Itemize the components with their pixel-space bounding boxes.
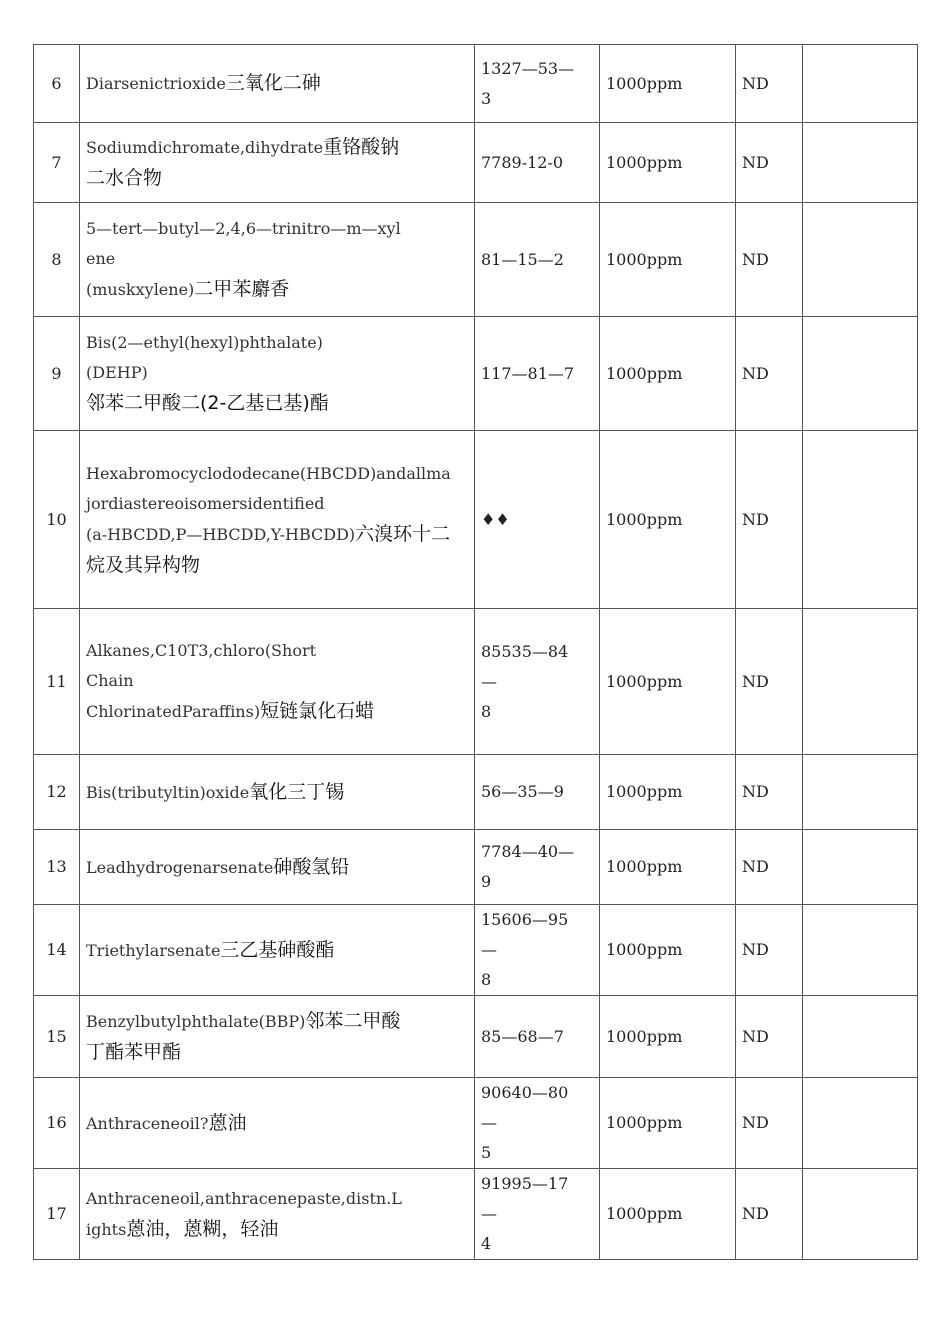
substance-name-line [86,274,468,305]
cas-number-line: 8 [481,701,492,721]
substance-name-zh: 三氧化二砷 [225,72,321,94]
substance-name-line [86,388,468,419]
row-number: 16 [34,1078,80,1169]
table-row [34,755,918,830]
cas-number-cell [475,755,600,830]
cas-number-cell [475,1078,600,1169]
substance-name-en: 5—tert—butyl—2,4,6—trinitro—m—xyl [86,219,401,238]
substance-name-zh: 砷酸氢铅 [273,855,350,878]
substance-name-cell [80,317,475,431]
substance-name-en: Bis(2—ethyl(hexyl)phthalate) [86,333,323,352]
substance-name-zh: 二甲苯麝香 [194,278,290,300]
cas-number-cell [475,45,600,123]
row-number: 14 [34,905,80,996]
empty-cell [803,755,918,830]
row-number: 15 [34,996,80,1078]
substance-name-cell [80,203,475,317]
limit-cell: 1000ppm [600,45,736,123]
substance-name-zh: 氧化三丁锡 [249,780,345,803]
substance-name-zh: 六溴环十二 [355,522,451,545]
cas-number-cell [475,317,600,431]
result-cell: ND [736,1169,803,1260]
result-cell: ND [736,905,803,996]
table-row [34,996,918,1078]
substance-name-line [86,550,468,581]
substance-name-zh: 三乙基砷酸酯 [220,938,335,961]
substance-name-line [86,68,468,99]
substance-name-cell [80,609,475,755]
row-number: 9 [34,317,80,431]
substance-name-line [86,636,468,666]
cas-number-line: — [481,940,497,959]
limit-cell: 1000ppm [600,609,736,755]
empty-cell [803,203,918,317]
substance-name-en: (muskxylene) [86,280,195,299]
empty-cell [803,609,918,755]
substance-name-en: (a-HBCDD,P—HBCDD,Y-HBCDD) [86,524,356,544]
substance-name-cell [80,1169,475,1260]
substance-name-zh: 二水合物 [86,166,163,189]
substance-name-en: Alkanes,C10T3,chloro(Short [86,641,317,660]
limit-cell: 1000ppm [600,905,736,996]
substance-name-en: Leadhydrogenarsenate [86,857,274,877]
substance-name-zh: 蒽油，蒽糊，轻油 [126,1217,279,1240]
limit-cell: 1000ppm [600,996,736,1078]
limit-cell: 1000ppm [600,431,736,609]
cas-number-cell [475,905,600,996]
substance-name-zh: 短链氯化石蜡 [260,700,375,722]
substance-name-cell [80,45,475,123]
cas-number-line: 85—68—7 [481,1026,564,1046]
substance-name-en: ights [86,1219,127,1239]
cas-number-line: 5 [481,1143,492,1162]
table-row [34,203,918,317]
table-row [34,905,918,996]
empty-cell [803,1078,918,1169]
result-cell: ND [736,203,803,317]
table-row [34,123,918,203]
result-cell: ND [736,830,803,905]
substance-name-en: Triethylarsenate [86,940,221,960]
empty-cell [803,1169,918,1260]
cas-number-cell [475,830,600,905]
substance-name-cell [80,830,475,905]
cas-number-line: — [481,671,497,691]
substance-name-en: Anthraceneoil? [86,1113,209,1133]
substance-name-cell [80,905,475,996]
cas-number-cell [475,996,600,1078]
result-cell: ND [736,45,803,123]
cas-number-cell [475,609,600,755]
result-cell: ND [736,317,803,431]
cas-number-line: 7784—40— [481,842,575,861]
empty-cell [803,431,918,609]
result-cell: ND [736,1078,803,1169]
empty-cell [803,905,918,996]
table-row [34,1169,918,1260]
limit-cell: 1000ppm [600,755,736,830]
substance-name-en: Bis(tributyltin)oxide [86,782,250,802]
row-number: 13 [34,830,80,905]
cas-number-line: 85535—84 [481,641,569,661]
limit-cell: 1000ppm [600,203,736,317]
cas-number-line: ♦♦ [481,509,510,529]
table-row [34,317,918,431]
substance-name-line [86,935,468,966]
substance-name-zh: 邻苯二甲酸 [305,1009,401,1032]
cas-number-cell [475,431,600,609]
cas-number-line: 15606—95 [481,910,569,929]
row-number: 7 [34,123,80,203]
substance-name-en: ene [86,249,116,268]
row-number: 8 [34,203,80,317]
table-row [34,830,918,905]
substance-name-cell [80,1078,475,1169]
row-number: 11 [34,609,80,755]
substance-name-en: Benzylbutylphthalate(BBP) [86,1011,306,1031]
table-row [34,609,918,755]
cas-number-cell [475,123,600,203]
substance-table-body [34,45,918,1260]
substance-name-line [86,1006,468,1037]
substance-name-en: Sodiumdichromate,dihydrate [86,137,324,157]
cas-number-line: 8 [481,970,492,989]
cas-number-line: 90640—80 [481,1083,569,1102]
limit-cell: 1000ppm [600,123,736,203]
substance-name-line [86,358,468,388]
substance-name-line [86,489,468,519]
substance-name-cell [80,431,475,609]
limit-cell: 1000ppm [600,830,736,905]
substance-name-zh: 邻苯二甲酸二(2-乙基已基)酯 [86,392,329,414]
substance-name-line [86,163,468,194]
cas-number-line: — [481,1204,497,1223]
table-row [34,45,918,123]
limit-cell: 1000ppm [600,317,736,431]
result-cell: ND [736,609,803,755]
result-cell: ND [736,431,803,609]
substance-name-line [86,459,468,489]
substance-name-en: (DEHP) [86,363,148,382]
empty-cell [803,996,918,1078]
empty-cell [803,830,918,905]
substance-name-line [86,1037,468,1068]
cas-number-line: 7789-12-0 [481,152,564,172]
result-cell: ND [736,996,803,1078]
substance-name-line [86,696,468,727]
substance-name-en: jordiastereoisomersidentified [86,493,325,513]
cas-number-line: 56—35—9 [481,782,564,801]
cas-number-line: 4 [481,1234,492,1253]
cas-number-line: 91995—17 [481,1174,569,1193]
substance-name-zh: 烷及其异构物 [86,553,201,576]
row-number: 10 [34,431,80,609]
result-cell: ND [736,755,803,830]
empty-cell [803,317,918,431]
substance-name-line [86,132,468,163]
empty-cell [803,123,918,203]
cas-number-cell [475,203,600,317]
cas-number-line: 1327—53— [481,58,575,78]
substance-name-line [86,214,468,244]
row-number: 6 [34,45,80,123]
substance-name-line [86,244,468,274]
row-number: 12 [34,755,80,830]
substance-name-zh: 重铬酸钠 [323,135,400,158]
substance-name-en: Chain [86,671,134,690]
cas-number-line: 9 [481,872,492,891]
substance-name-line [86,1184,468,1214]
cas-number-line: 117—81—7 [481,363,575,383]
cas-number-line: 3 [481,88,492,108]
substance-name-zh: 丁酯苯甲酯 [86,1040,182,1063]
table-row [34,1078,918,1169]
empty-cell [803,45,918,123]
substance-name-line [86,666,468,696]
substance-name-line [86,328,468,358]
limit-cell: 1000ppm [600,1169,736,1260]
substance-name-en: Diarsenictrioxide [86,74,226,93]
cas-number-line: — [481,1113,497,1132]
substance-name-line [86,852,468,883]
cas-number-cell [475,1169,600,1260]
substance-table [33,44,918,1260]
substance-name-en: Anthraceneoil,anthracenepaste,distn.L [86,1188,402,1208]
row-number: 17 [34,1169,80,1260]
substance-name-line [86,1108,468,1139]
substance-name-en: Hexabromocyclododecane(HBCDD)andallma [86,463,451,483]
limit-cell: 1000ppm [600,1078,736,1169]
substance-name-zh: 蒽油 [208,1111,247,1134]
substance-name-cell [80,996,475,1078]
substance-name-cell [80,755,475,830]
substance-name-cell [80,123,475,203]
substance-name-line [86,519,468,550]
substance-name-line [86,1214,468,1245]
substance-name-en: ChlorinatedParaffins) [86,702,261,721]
substance-name-line [86,777,468,808]
result-cell: ND [736,123,803,203]
cas-number-line: 81—15—2 [481,249,564,269]
table-row [34,431,918,609]
